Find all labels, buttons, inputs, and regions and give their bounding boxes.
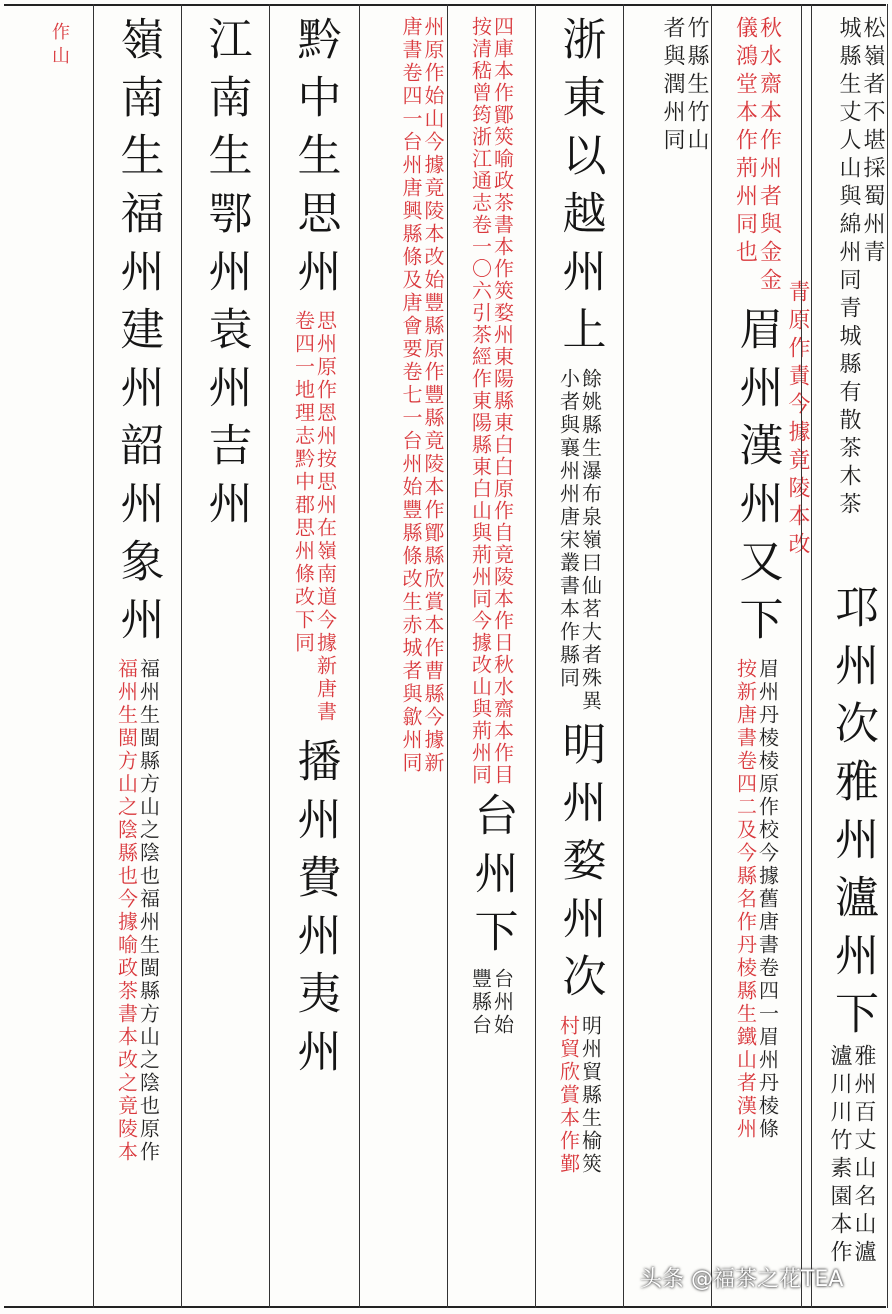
watermark: 头条 @福茶之花TEA (640, 1267, 844, 1292)
main-text: 明州婺州次 (554, 721, 606, 1011)
annotation-red: 儀鴻堂本作荊州同也 (732, 16, 758, 268)
annotation-pair (468, 16, 515, 786)
main-stack (186, 16, 265, 1308)
column-text: 雅州百丈山名山瀘 (851, 1044, 876, 1268)
main-text: 江南生鄂州袁州吉州 (200, 16, 252, 538)
annotation-pair (733, 658, 780, 1141)
main-text: 浙東以越州上 (554, 16, 606, 364)
main-stack (716, 16, 797, 1308)
annotation-pair (468, 968, 515, 1037)
text-column-8 (360, 4, 448, 1308)
main-stack (98, 16, 177, 1308)
annotation-red: 思州原作恩州按思州在嶺南道今據新唐書 (313, 310, 338, 724)
annotation-pair (291, 310, 338, 724)
column-text: 明州貿縣生榆筴 (578, 1015, 603, 1176)
main-text: 播州費州夷州 (289, 738, 341, 1086)
main-text: 邛州次雅州瀘州下 (827, 584, 878, 1048)
column-text: 台州始 (490, 968, 515, 1037)
column-text: 小者與襄州州唐宋叢書本作縣同 (556, 368, 581, 690)
text-column-10 (182, 4, 270, 1308)
column-text: 瀘川川竹素園本作 (827, 1044, 852, 1268)
main-text: 台州下 (466, 792, 518, 966)
column-text: 餘姚縣生瀑布泉嶺曰仙茗大者殊異 (578, 368, 603, 713)
main-stack (29, 22, 89, 1308)
annotation-red: 按清嵇曾筠浙江通志卷一〇六引茶經作東陽縣東白山與荊州同今據改山與荊州同 (468, 16, 493, 786)
column-text: 竹縣生竹山 (684, 16, 709, 156)
column-text: 眉州丹棱棱原作校今據舊唐書卷四一眉州丹棱條 (755, 658, 780, 1141)
main-text: 黔中生思州 (289, 16, 341, 306)
main-text: 眉州漢州又下 (731, 306, 783, 654)
text-column-7 (448, 4, 536, 1308)
column-text: 福州生閩縣方山之陰也福州生閩縣方山之陰也原作 (136, 658, 161, 1164)
text-column-4 (712, 4, 802, 1308)
text-column-9 (270, 4, 360, 1308)
text-column-12 (4, 4, 94, 1308)
main-stack (540, 16, 619, 1308)
text-column-6 (536, 4, 624, 1308)
column-text: 者與潤州同 (660, 16, 685, 156)
main-stack (452, 16, 531, 1308)
column-text: 城縣生丈人山與綿州同青城縣有散茶木茶 (836, 16, 861, 520)
annotation-red: 村貿欣賞本作鄞 (556, 1015, 581, 1176)
annotation-pair (114, 658, 161, 1164)
annotation-pair (661, 16, 707, 1308)
annotation-red: 唐書卷四一台州唐興縣條及唐會要卷七一台州始豐縣條改生赤城者與歙州同 (399, 16, 423, 775)
annotation-red: 作山 (49, 22, 70, 70)
annotation-pair (401, 16, 443, 1308)
main-text: 嶺南生福州建州韶州象州 (112, 16, 164, 654)
annotation-pair (734, 16, 780, 296)
annotation-red: 青原作責今據竟陵本改 (785, 280, 810, 560)
column-text: 松嶺者不堪採蜀州青 (860, 16, 885, 268)
annotation-red: 秋水齋本作州者與金金 (756, 16, 782, 296)
column-text: 豐縣台 (468, 968, 493, 1037)
annotation-red: 福州生閩方山之陰縣也今據喻政茶書本改之竟陵本 (114, 658, 139, 1164)
annotation-pair (556, 368, 603, 713)
annotation-red: 卷四一地理志黔中郡思州條改下同 (291, 310, 316, 655)
annotation-red: 四庫本作鄮筴喻政茶書本作筴婺州東陽縣東白白原作自竟陵本作日秋水齋本作目 (490, 16, 515, 786)
main-stack (274, 16, 355, 1308)
annotation-pair (556, 1015, 603, 1176)
text-column-5 (624, 4, 712, 1308)
annotation-red: 按新唐書卷四二及今縣名作丹棱縣生鐵山者漢州 (733, 658, 758, 1141)
text-column-3c (808, 4, 878, 1308)
annotation-red: 州原作始山今據竟陵本改始豐縣原作豐縣竟陵本作鄮縣欣賞本作曹縣今據新 (421, 16, 445, 775)
text-column-11 (94, 4, 182, 1308)
